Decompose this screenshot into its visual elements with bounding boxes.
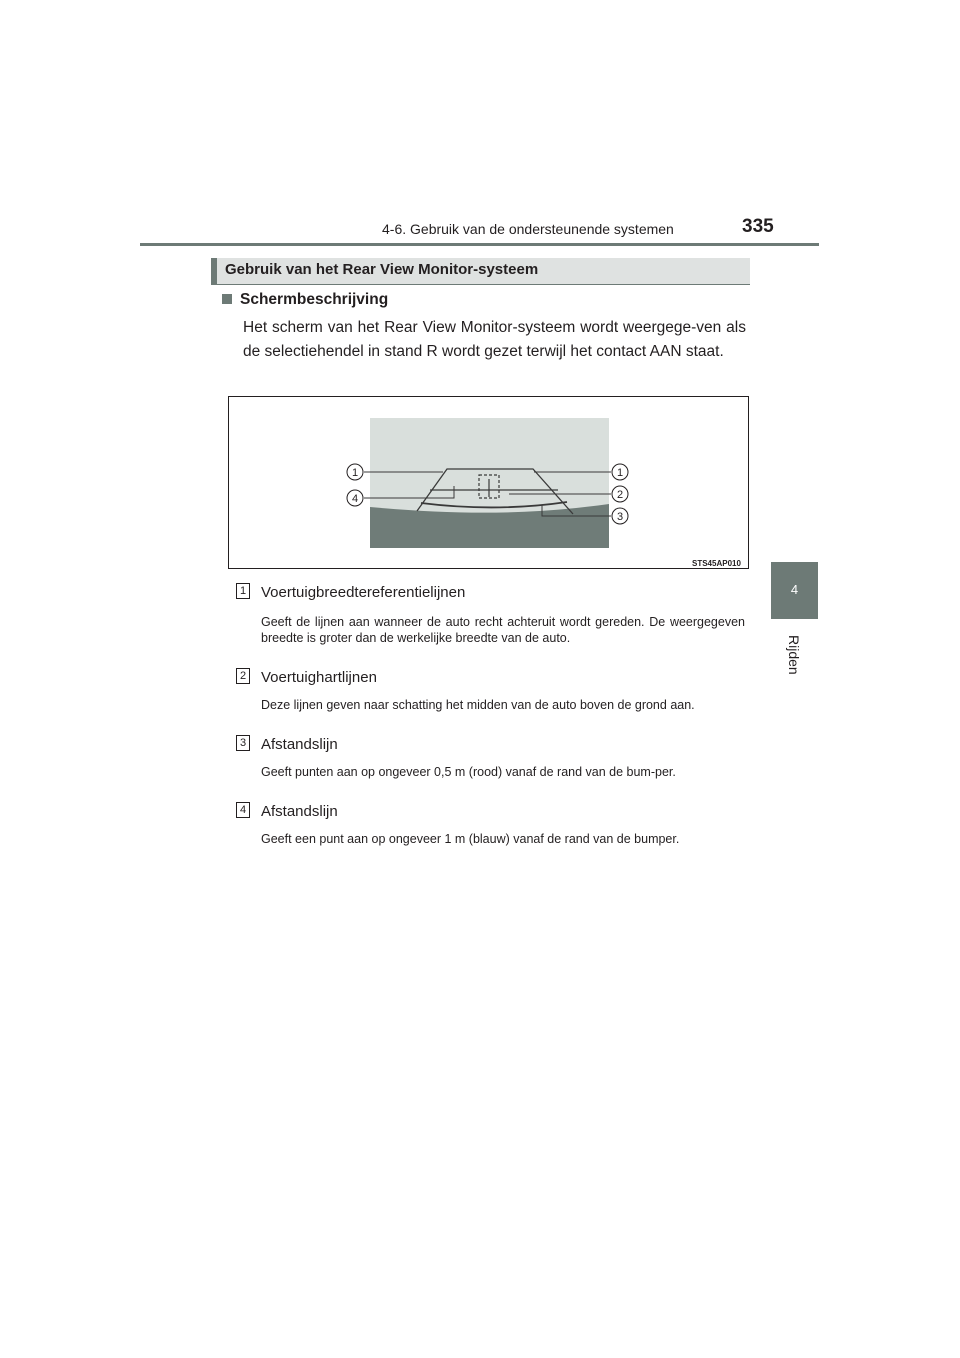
item-description: Deze lijnen geven naar schatting het midden van de auto boven de grond aan. bbox=[261, 698, 695, 712]
item-title: Voertuigbreedtereferentielijnen bbox=[261, 584, 466, 601]
rear-view-screen-illustration bbox=[229, 397, 748, 568]
subsection-title: Schermbeschrijving bbox=[240, 291, 389, 308]
callout-1-left bbox=[347, 464, 363, 480]
svg-text:2: 2 bbox=[616, 489, 624, 501]
item-title: Afstandslijn bbox=[261, 736, 338, 753]
callout-4 bbox=[347, 490, 363, 506]
square-bullet-icon bbox=[222, 294, 232, 304]
item-description: Geeft een punt aan op ongeveer 1 m (blauw) vanaf de rand van de bumper. bbox=[261, 832, 680, 846]
chapter-number: 4 bbox=[790, 582, 799, 597]
item-number: 4 bbox=[236, 802, 250, 818]
svg-text:1: 1 bbox=[616, 467, 624, 479]
chapter-label: Rijden bbox=[786, 635, 802, 675]
item-title: Afstandslijn bbox=[261, 803, 338, 820]
figure-code: STS45AP010 bbox=[692, 559, 741, 568]
page-number: 335 bbox=[742, 216, 774, 237]
section-accent bbox=[211, 258, 217, 284]
header-rule bbox=[140, 243, 819, 246]
running-header: 4-6. Gebruik van de ondersteunende systemen bbox=[382, 221, 674, 237]
chapter-label-box bbox=[778, 635, 810, 695]
item-title: Voertuighartlijnen bbox=[261, 669, 377, 686]
section-heading bbox=[211, 258, 750, 285]
chapter-tab bbox=[771, 562, 818, 619]
item-description: Geeft punten aan op ongeveer 0,5 m (rood) vanaf de rand van de bum-per. bbox=[261, 765, 676, 779]
monitor-figure bbox=[228, 396, 749, 569]
callout-1-right bbox=[612, 464, 628, 480]
item-description: Geeft de lijnen aan wanneer de auto recht achteruit wordt gereden. De weergegeven breedte is groter dan de werkelijke breedte van de auto. bbox=[261, 615, 745, 645]
callout-2 bbox=[612, 486, 628, 502]
intro-paragraph: Het scherm van het Rear View Monitor-systeem wordt weergege-ven als de selectiehendel in stand R wordt gezet terwijl het contact AAN staat. bbox=[243, 319, 746, 360]
svg-text:1: 1 bbox=[351, 467, 359, 479]
item-number: 1 bbox=[236, 583, 250, 599]
section-title: Gebruik van het Rear View Monitor-systeem bbox=[225, 261, 539, 278]
subsection-heading bbox=[222, 291, 388, 309]
item-number: 2 bbox=[236, 668, 250, 684]
svg-text:3: 3 bbox=[616, 511, 624, 523]
svg-text:4: 4 bbox=[351, 493, 359, 505]
item-number: 3 bbox=[236, 735, 250, 751]
callout-3 bbox=[612, 508, 628, 524]
